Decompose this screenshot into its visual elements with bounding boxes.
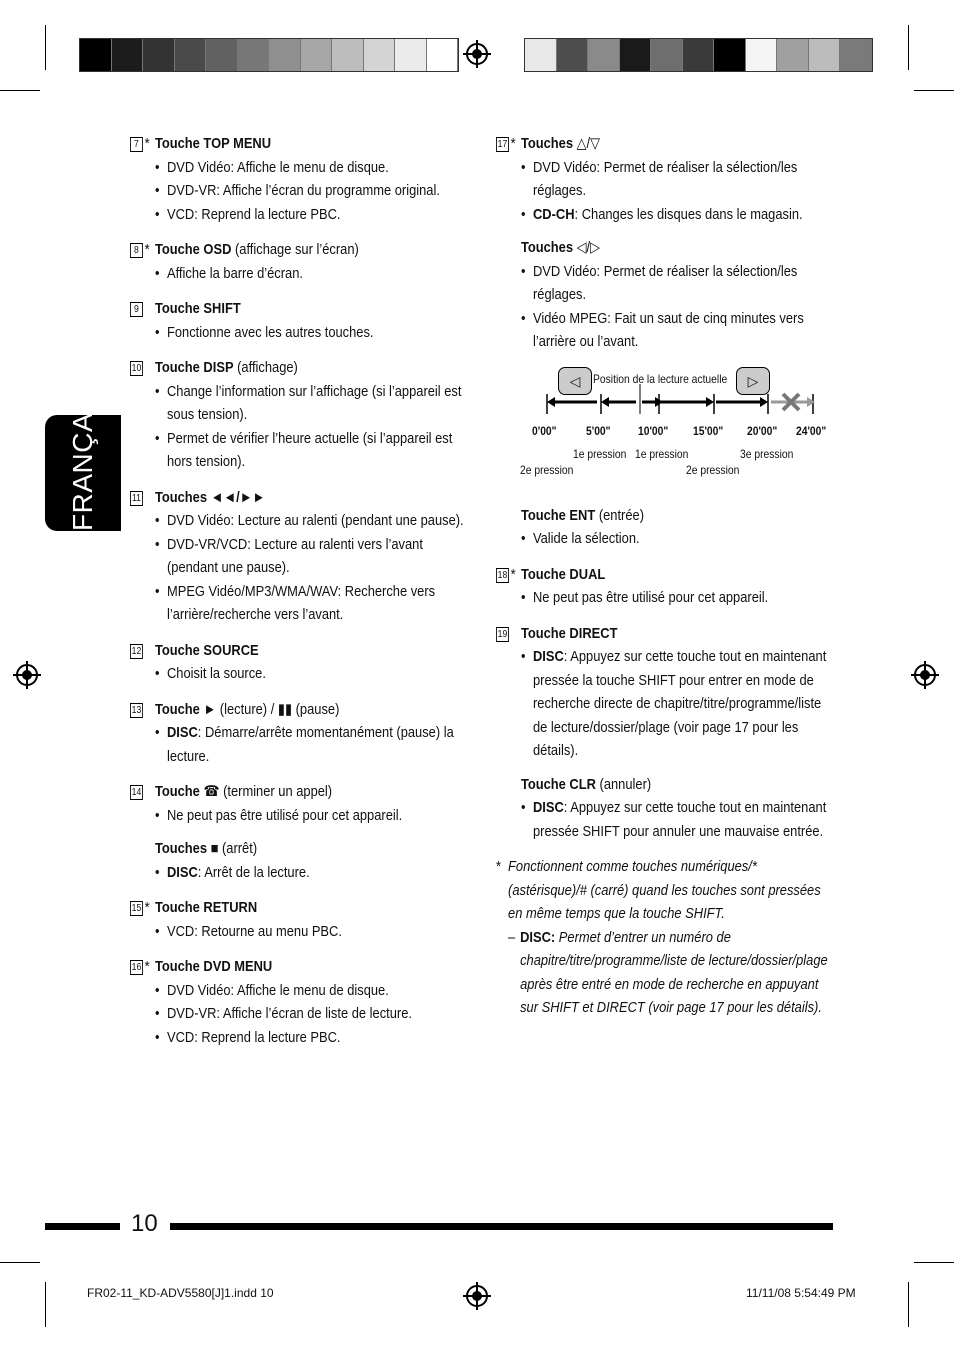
section-top-menu (130, 132, 465, 226)
press-label: 2e pression (520, 463, 574, 477)
list-item (521, 203, 836, 227)
crop-mark (908, 1282, 909, 1327)
footer-timestamp: 11/11/08 5:54:49 PM (746, 1286, 856, 1300)
language-label: FRANÇAIS (67, 385, 98, 531)
list-item (521, 645, 836, 763)
color-swatch (112, 39, 144, 71)
section-heading-note: (affichage) (233, 359, 298, 376)
item-number: 8 (130, 243, 143, 258)
section-heading: Touche DISP (154, 359, 234, 376)
list-item: • Ne peut pas être utilisé pour cet appareil. (155, 804, 465, 828)
item-text: : Démarre/arrête momentanément (pause) la lecture. (166, 724, 454, 765)
crop-mark (45, 1282, 46, 1327)
section-direct (496, 622, 836, 844)
section-heading: Touches (154, 488, 208, 506)
color-swatch (525, 39, 557, 71)
asterisk: * (144, 135, 150, 152)
crop-mark (0, 1262, 40, 1263)
arrow-head (760, 397, 768, 407)
list-item: • Fonctionne avec les autres touches. (155, 321, 465, 345)
skip-forward-button-icon: ▷ (736, 367, 770, 395)
section-up-down (496, 132, 836, 551)
sub-heading: Touches (520, 239, 574, 256)
arrow-head (547, 397, 555, 407)
skip-timeline-diagram (515, 362, 845, 482)
disc-label: DISC: (520, 928, 556, 946)
item-number: 15 (131, 903, 142, 914)
color-swatch (332, 39, 364, 71)
time-label: 0'00" (532, 424, 557, 438)
color-swatch (364, 39, 396, 71)
section-dual (496, 563, 836, 610)
list-item: • DVD Vidéo: Lecture au ralenti (pendant une pause). (155, 509, 465, 533)
item-number: 11 (131, 492, 141, 504)
press-label: 1e pression (635, 447, 689, 461)
cd-ch-label: CD-CH (532, 205, 575, 223)
color-swatch (206, 39, 238, 71)
item-number: 14 (131, 787, 142, 798)
footnote (496, 855, 836, 1020)
section-search-keys (130, 486, 465, 627)
registration-mark-icon (914, 664, 936, 686)
crop-mark (0, 90, 40, 91)
section-source (130, 639, 465, 686)
section-heading-note: (affichage sur l’écran) (231, 241, 359, 258)
section-heading: Touche RETURN (154, 899, 258, 916)
item-number: 18 (497, 569, 508, 581)
page-bar-left (45, 1223, 120, 1230)
item-number: 9 (130, 302, 143, 317)
section-heading: Touche SOURCE (154, 641, 259, 659)
list-item: • Change l’information sur l’affichage (si l’appareil est sous tension). (155, 380, 465, 427)
item-text: : Appuyez sur cette touche tout en maintenant pressée SHIFT pour annuler une mauvaise entrée. (532, 799, 827, 840)
crop-mark (914, 1262, 954, 1263)
registration-mark-icon (466, 1285, 488, 1307)
section-heading-note: ☎ (terminer un appel) (199, 783, 333, 800)
time-label: 10'00" (638, 424, 669, 438)
color-swatch-bar-left (79, 38, 459, 72)
list-item: • DVD Vidéo: Permet de réaliser la sélection/les réglages. (521, 156, 836, 203)
section-heading: Touche DIRECT (520, 624, 618, 642)
section-shift (130, 297, 465, 344)
sub-heading-note: (annuler) (595, 775, 652, 793)
footnote-text: Fonctionnent comme touches numériques/* (astérisque)/# (carré) quand les touches sont pressées en même temps que la touche SHIFT. (508, 858, 821, 922)
item-text: : Changes les disques dans le magasin. (574, 205, 803, 223)
disc-label: DISC (532, 648, 564, 665)
section-heading: Touche SHIFT (154, 300, 241, 317)
rewind-forward-icon: ◄◄/►► (207, 488, 266, 506)
sub-heading: Touche ENT (520, 506, 596, 524)
item-text: : Arrêt de la lecture. (197, 863, 310, 881)
sub-heading: Touches (154, 840, 208, 857)
asterisk: * (144, 958, 150, 975)
list-item: • Affiche la barre d’écran. (155, 262, 465, 286)
disc-label: DISC (166, 863, 198, 881)
color-swatch (301, 39, 333, 71)
list-item: • VCD: Retourne au menu PBC. (155, 920, 465, 944)
section-disp (130, 356, 465, 474)
list-item: • Permet de vérifier l’heure actuelle (si l’appareil est hors tension). (155, 427, 465, 474)
color-swatch (143, 39, 175, 71)
list-item: • DVD-VR: Affiche l’écran de liste de lecture. (155, 1002, 465, 1026)
section-heading: Touche TOP MENU (154, 135, 272, 152)
up-down-icon: △/▽ (573, 135, 601, 152)
color-swatch (809, 39, 841, 71)
list-item: • DVD Vidéo: Permet de réaliser la sélection/les réglages. (521, 260, 836, 307)
color-swatch (714, 39, 746, 71)
section-heading: Touche (154, 700, 200, 718)
item-number: 19 (497, 628, 508, 640)
diagram-caption: Position de la lecture actuelle (593, 372, 728, 386)
asterisk: * (510, 135, 516, 152)
section-heading: Touche DUAL (520, 565, 606, 583)
disc-label: DISC (166, 724, 198, 741)
asterisk: * (510, 565, 516, 583)
footnote-sub-text: Permet d’entrer un numéro de chapitre/titre/programme/liste de lecture/dossier/plage après être entré en mode de recherche en appuyant sur SHIFT et DIRECT (voir page 17 pour les détails). (520, 928, 828, 1016)
registration-mark-icon (16, 664, 38, 686)
color-swatch (651, 39, 683, 71)
page-bar-right (170, 1223, 833, 1230)
arrow-head (601, 397, 609, 407)
color-swatch (238, 39, 270, 71)
item-number: 7 (130, 137, 143, 152)
time-label: 5'00" (586, 424, 611, 438)
asterisk: * (496, 858, 502, 875)
color-swatch (840, 39, 872, 71)
list-item: • Vidéo MPEG: Fait un saut de cinq minutes vers l’arrière ou l’avant. (521, 307, 836, 354)
section-play-pause (130, 698, 465, 769)
list-item: • DVD-VR: Affiche l’écran du programme original. (155, 179, 465, 203)
item-number: 16 (131, 962, 142, 973)
page-number: 10 (131, 1210, 158, 1237)
color-swatch (557, 39, 589, 71)
press-label: 3e pression (740, 447, 794, 461)
press-label: 2e pression (686, 463, 740, 477)
footnote-sub (508, 926, 836, 1020)
list-item: • VCD: Reprend la lecture PBC. (155, 1026, 465, 1050)
asterisk: * (144, 241, 150, 258)
list-item: • Ne peut pas être utilisé pour cet appareil. (521, 586, 836, 610)
time-label: 24'00" (796, 424, 827, 438)
section-return (130, 896, 465, 943)
section-dvd-menu (130, 955, 465, 1049)
list-item: • DVD Vidéo: Affiche le menu de disque. (155, 156, 465, 180)
asterisk: * (144, 899, 150, 916)
sub-heading-note: (entrée) (595, 506, 645, 524)
section-osd (130, 238, 465, 285)
list-item: • DVD-VR/VCD: Lecture au ralenti vers l’avant (pendant une pause). (155, 533, 465, 580)
color-swatch (777, 39, 809, 71)
item-number: 12 (131, 645, 142, 657)
sub-heading-note: ■ (arrêt) (207, 840, 258, 857)
crop-mark (45, 25, 46, 70)
left-column (130, 132, 465, 1061)
time-label: 20'00" (747, 424, 778, 438)
list-item: • Choisit la source. (155, 662, 465, 686)
color-swatch (80, 39, 112, 71)
press-label: 1e pression (573, 447, 627, 461)
section-heading: Touches (520, 135, 574, 152)
dash: – (508, 928, 516, 946)
item-number: 13 (131, 704, 142, 716)
color-swatch (620, 39, 652, 71)
color-swatch (588, 39, 620, 71)
left-right-icon: ◁/▷ (573, 239, 601, 256)
color-swatch (683, 39, 715, 71)
list-item (155, 721, 465, 768)
item-number: 17 (497, 139, 508, 150)
time-label: 15'00" (693, 424, 724, 438)
item-text: : Appuyez sur cette touche tout en maintenant pressée la touche SHIFT pour entrer en mode de recherche directe de chapitre/titre/programme/liste de lecture/dossier/plage (voir page 17 pour les détails). (532, 648, 827, 759)
color-swatch (175, 39, 207, 71)
section-end-call (130, 780, 465, 884)
color-swatch (746, 39, 778, 71)
registration-mark-icon (466, 43, 488, 65)
section-heading: Touche DVD MENU (154, 958, 273, 975)
language-side-tab (45, 385, 121, 531)
list-item: • DVD Vidéo: Affiche le menu de disque. (155, 979, 465, 1003)
item-number: 10 (131, 363, 142, 374)
section-heading-note: ► (lecture) / ▮▮ (pause) (199, 700, 340, 718)
disc-label: DISC (532, 799, 564, 816)
sub-heading: Touche CLR (520, 775, 596, 793)
color-swatch (427, 39, 459, 71)
skip-back-button-icon: ◁ (558, 367, 592, 395)
list-item (155, 861, 465, 885)
list-item: • Valide la sélection. (521, 527, 836, 551)
section-heading: Touche (154, 783, 200, 800)
right-column (496, 132, 836, 1020)
color-swatch (269, 39, 301, 71)
footer-file-info: FR02-11_KD-ADV5580[J]1.indd 10 (87, 1286, 274, 1300)
list-item: • VCD: Reprend la lecture PBC. (155, 203, 465, 227)
timeline-arrows (515, 362, 845, 432)
section-heading: Touche OSD (154, 241, 232, 258)
crop-mark (914, 90, 954, 91)
crop-mark (908, 25, 909, 70)
color-swatch (395, 39, 427, 71)
arrow-head (807, 397, 815, 407)
arrow-head (706, 397, 714, 407)
color-swatch-bar-right (524, 38, 873, 72)
list-item (521, 796, 836, 843)
list-item: • MPEG Vidéo/MP3/WMA/WAV: Recherche vers l’arrière/recherche vers l’avant. (155, 580, 465, 627)
